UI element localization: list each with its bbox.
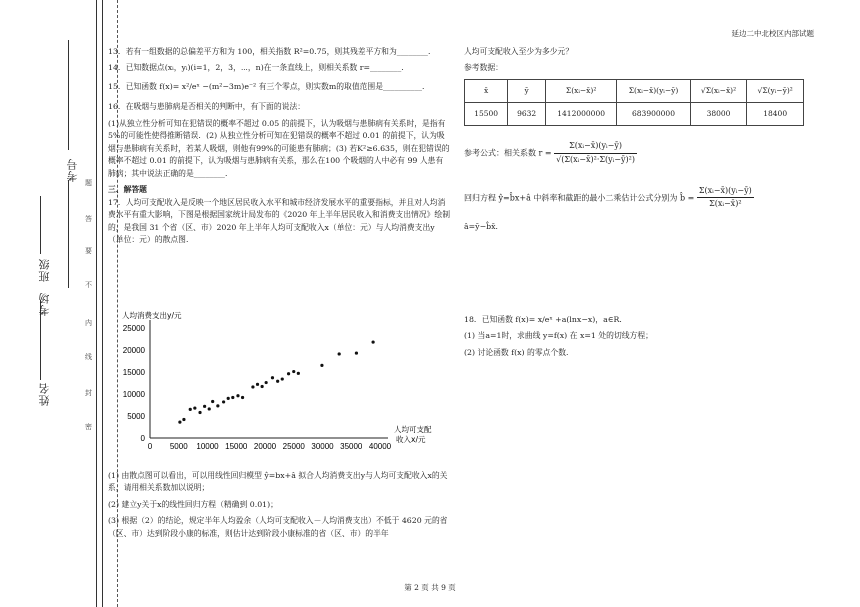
- margin-line-outer: [96, 0, 97, 607]
- y-tick-label: 20000: [122, 346, 145, 355]
- a-equation: â=ȳ−b̂x̄．: [464, 222, 504, 232]
- table-head-cell: ȳ: [508, 79, 546, 102]
- table-cell: 683900000: [617, 102, 690, 125]
- table-cell: 15500: [465, 102, 508, 125]
- scatter-point: [198, 411, 201, 414]
- scatter-point: [189, 408, 192, 411]
- correlation-formula: [464, 140, 816, 167]
- class-label: 班级: [38, 258, 51, 282]
- x-tick-label: 20000: [253, 442, 277, 451]
- scatter-point: [178, 421, 181, 424]
- question-18-part1: (1) 当a=1时，求曲线 y=f(x) 在 x=1 处的切线方程；: [464, 331, 653, 341]
- formula-label: 参考公式：相关系数: [464, 148, 536, 158]
- scatter-point: [216, 404, 219, 407]
- y-tick-label: 0: [140, 434, 145, 443]
- b-fraction: [697, 185, 754, 212]
- question-17: 17．人均可支配收入是反映一个地区居民收入水平和城市经济发展水平的重要指标，并且对人均消费水平有重大影响，下图是根据国家统计局发布的《2020 年上半年居民收入和消费支出情况》绘制的，是我国 31 个省（区、市）2020 年上半年人均可支配收入x（单位：元）与人均消费支出y（单位：元）的散点图．: [108, 197, 450, 245]
- right-column: [464, 46, 816, 363]
- scatter-point: [236, 394, 239, 397]
- room-blank: [68, 40, 69, 150]
- regression-text: 回归方程 ŷ=b̂x+â 中斜率和截距的最小二乘估计公式分别为: [464, 192, 678, 202]
- question-18-part2: (2) 讨论函数 f(x) 的零点个数.: [464, 347, 569, 357]
- scatter-point: [372, 340, 375, 343]
- scatter-point: [241, 396, 244, 399]
- seal-char: 内: [85, 319, 92, 327]
- question-16-body: (1)从独立性分析可知在犯错误的概率不超过 0.05 的前提下，认为吸烟与患肺病有关系时，是指有5%的可能性使得推断错误．(2) 从独立性分析可知在犯错误的概率不超过 0.01 的前提下，认为吸烟与患肺病有关系时，若某人吸烟，则他有99%的可能患有肺病；(3) 若K²≥6.635，则在犯错误的概率不超过 0.01 的前提下，认为吸烟与患肺病有关系，那么在100 个吸烟的人中必有 99 人患有肺病；其中说法正确的是________．: [108, 118, 450, 178]
- x-tick-label: 0: [147, 442, 153, 451]
- scatter-point: [222, 400, 225, 403]
- b-symbol: b̂ =: [679, 192, 697, 202]
- scatter-point: [265, 381, 268, 384]
- y-tick-label: 10000: [122, 390, 145, 399]
- question-14: 14．已知数据点(xᵢ，yᵢ)(i=1，2，3，⋯，n)在一条直线上，则相关系数 r=________．: [108, 63, 410, 73]
- table-cell: 38000: [690, 102, 747, 125]
- table-head-cell: Σ(xᵢ−x̄)(yᵢ−ȳ): [617, 79, 690, 102]
- scatter-point: [287, 372, 290, 375]
- scatter-point: [338, 352, 341, 355]
- scatter-point: [256, 383, 259, 386]
- scatter-point: [182, 418, 185, 421]
- table-head-cell: Σ(xᵢ−x̄)²: [545, 79, 616, 102]
- question-16-title: 16．在吸烟与患肺病是否相关的判断中，有下面的说法：: [108, 102, 306, 112]
- scatter-point: [355, 351, 358, 354]
- seal-char: 要: [85, 247, 92, 255]
- section-heading: 三、解答题: [108, 185, 147, 195]
- scatter-point: [276, 380, 279, 383]
- x-tick-label: 10000: [196, 442, 219, 451]
- seal-char: 答: [85, 215, 92, 223]
- x-axis-label: 收入x/元: [396, 435, 426, 444]
- question-18: 18．已知函数 f(x)= x/eˣ +a(lnx−x)，a∈R．: [464, 314, 628, 324]
- regression-formula: [464, 185, 816, 212]
- scatter-point: [208, 407, 211, 410]
- x-tick-label: 5000: [169, 442, 188, 451]
- page-footer: 第 2 页 共 9 页: [404, 583, 456, 592]
- y-tick-label: 5000: [127, 412, 145, 421]
- scatter-point: [320, 364, 323, 367]
- question-17-part3: (3) 根据（2）的结论，规定半年人均盈余（人均可支配收入－人均消费支出）不低于 4620 元的省（区、市）达到阶段小康的标准，则估计达到阶段小康标准的省（区、市）的半年: [108, 516, 448, 538]
- ref-data-label: 参考数据：: [464, 63, 503, 73]
- table-head-cell: √Σ(yᵢ−ȳ)²: [747, 79, 804, 102]
- exam-no-blank: [68, 180, 69, 288]
- x-tick-label: 25000: [282, 442, 305, 451]
- question-17-part1: (1) 由散点图可以看出，可以用线性回归模型 ŷ=bx+â 拟合人均消费支出y与人均可支配收入x的关系，请用相关系数加以说明；: [108, 471, 448, 493]
- scatter-point: [211, 400, 214, 403]
- table-cell: 9632: [508, 102, 546, 125]
- exam-no-label: 考号: [66, 158, 79, 182]
- y-tick-label: 25000: [122, 324, 145, 333]
- seal-char: 密: [85, 423, 92, 431]
- scatter-point: [261, 385, 264, 388]
- scatter-point: [297, 372, 300, 375]
- room-label: 考场: [38, 292, 51, 316]
- question-17-part2: (2) 建立y关于x的线性回归方程（精确到 0.01)；: [108, 499, 278, 509]
- left-column-bottom: [108, 470, 450, 544]
- r-denominator: √(Σ(xᵢ−x̄)²·Σ(yᵢ−ȳ)²): [556, 154, 635, 164]
- b-numerator: Σ(xᵢ−x̄)(yᵢ−ȳ): [697, 185, 754, 199]
- question-15: 15．已知函数 f(x)= x²/eˣ −(m²−3m)e⁻² 有三个零点，则实数m的取值范围是__________．: [108, 81, 430, 91]
- school-header: 延边二中北校区内部试题: [731, 29, 814, 38]
- scatter-point: [193, 406, 196, 409]
- seal-char: 线: [85, 353, 92, 361]
- question-13: 13．若有一组数据的总偏差平方和为 100，相关指数 R²=0.75，则其残差平方和为________．: [108, 47, 436, 56]
- x-axis-label: 人均可支配: [394, 425, 432, 434]
- table-cell: 1412000000: [545, 102, 616, 125]
- x-tick-label: 40000: [368, 442, 392, 451]
- r-fraction: [554, 140, 637, 167]
- left-column: [108, 46, 450, 251]
- b-denominator: Σ(xᵢ−x̄)²: [709, 199, 742, 209]
- y-tick-label: 15000: [122, 368, 145, 377]
- name-label: 姓名: [38, 382, 51, 406]
- scatter-chart: [108, 308, 458, 458]
- class-blank: [40, 196, 41, 254]
- r-symbol: r =: [538, 148, 555, 158]
- q17-continued: 人均可支配收入至少为多少元？: [464, 47, 574, 56]
- seal-char: 题: [85, 179, 92, 187]
- seal-char: 封: [85, 389, 92, 397]
- scatter-point: [231, 396, 234, 399]
- table-head-cell: x̄: [465, 79, 508, 102]
- x-tick-label: 30000: [311, 442, 334, 451]
- scatter-point: [281, 377, 284, 380]
- r-numerator: Σ(xᵢ−x̄)(yᵢ−ȳ): [554, 140, 637, 154]
- y-axis-label: 人均消费支出y/元: [122, 311, 182, 320]
- scatter-point: [271, 376, 274, 379]
- x-tick-label: 35000: [340, 442, 363, 451]
- scatter-point: [227, 397, 230, 400]
- table-head-cell: √Σ(xᵢ−x̄)²: [690, 79, 747, 102]
- scatter-point: [203, 405, 206, 408]
- seal-char: 不: [85, 281, 92, 289]
- table-cell: 18400: [747, 102, 804, 125]
- scatter-point: [251, 385, 254, 388]
- reference-table: [464, 79, 804, 126]
- x-tick-label: 15000: [225, 442, 248, 451]
- scatter-point: [292, 370, 295, 373]
- margin-line-inner: [102, 0, 103, 607]
